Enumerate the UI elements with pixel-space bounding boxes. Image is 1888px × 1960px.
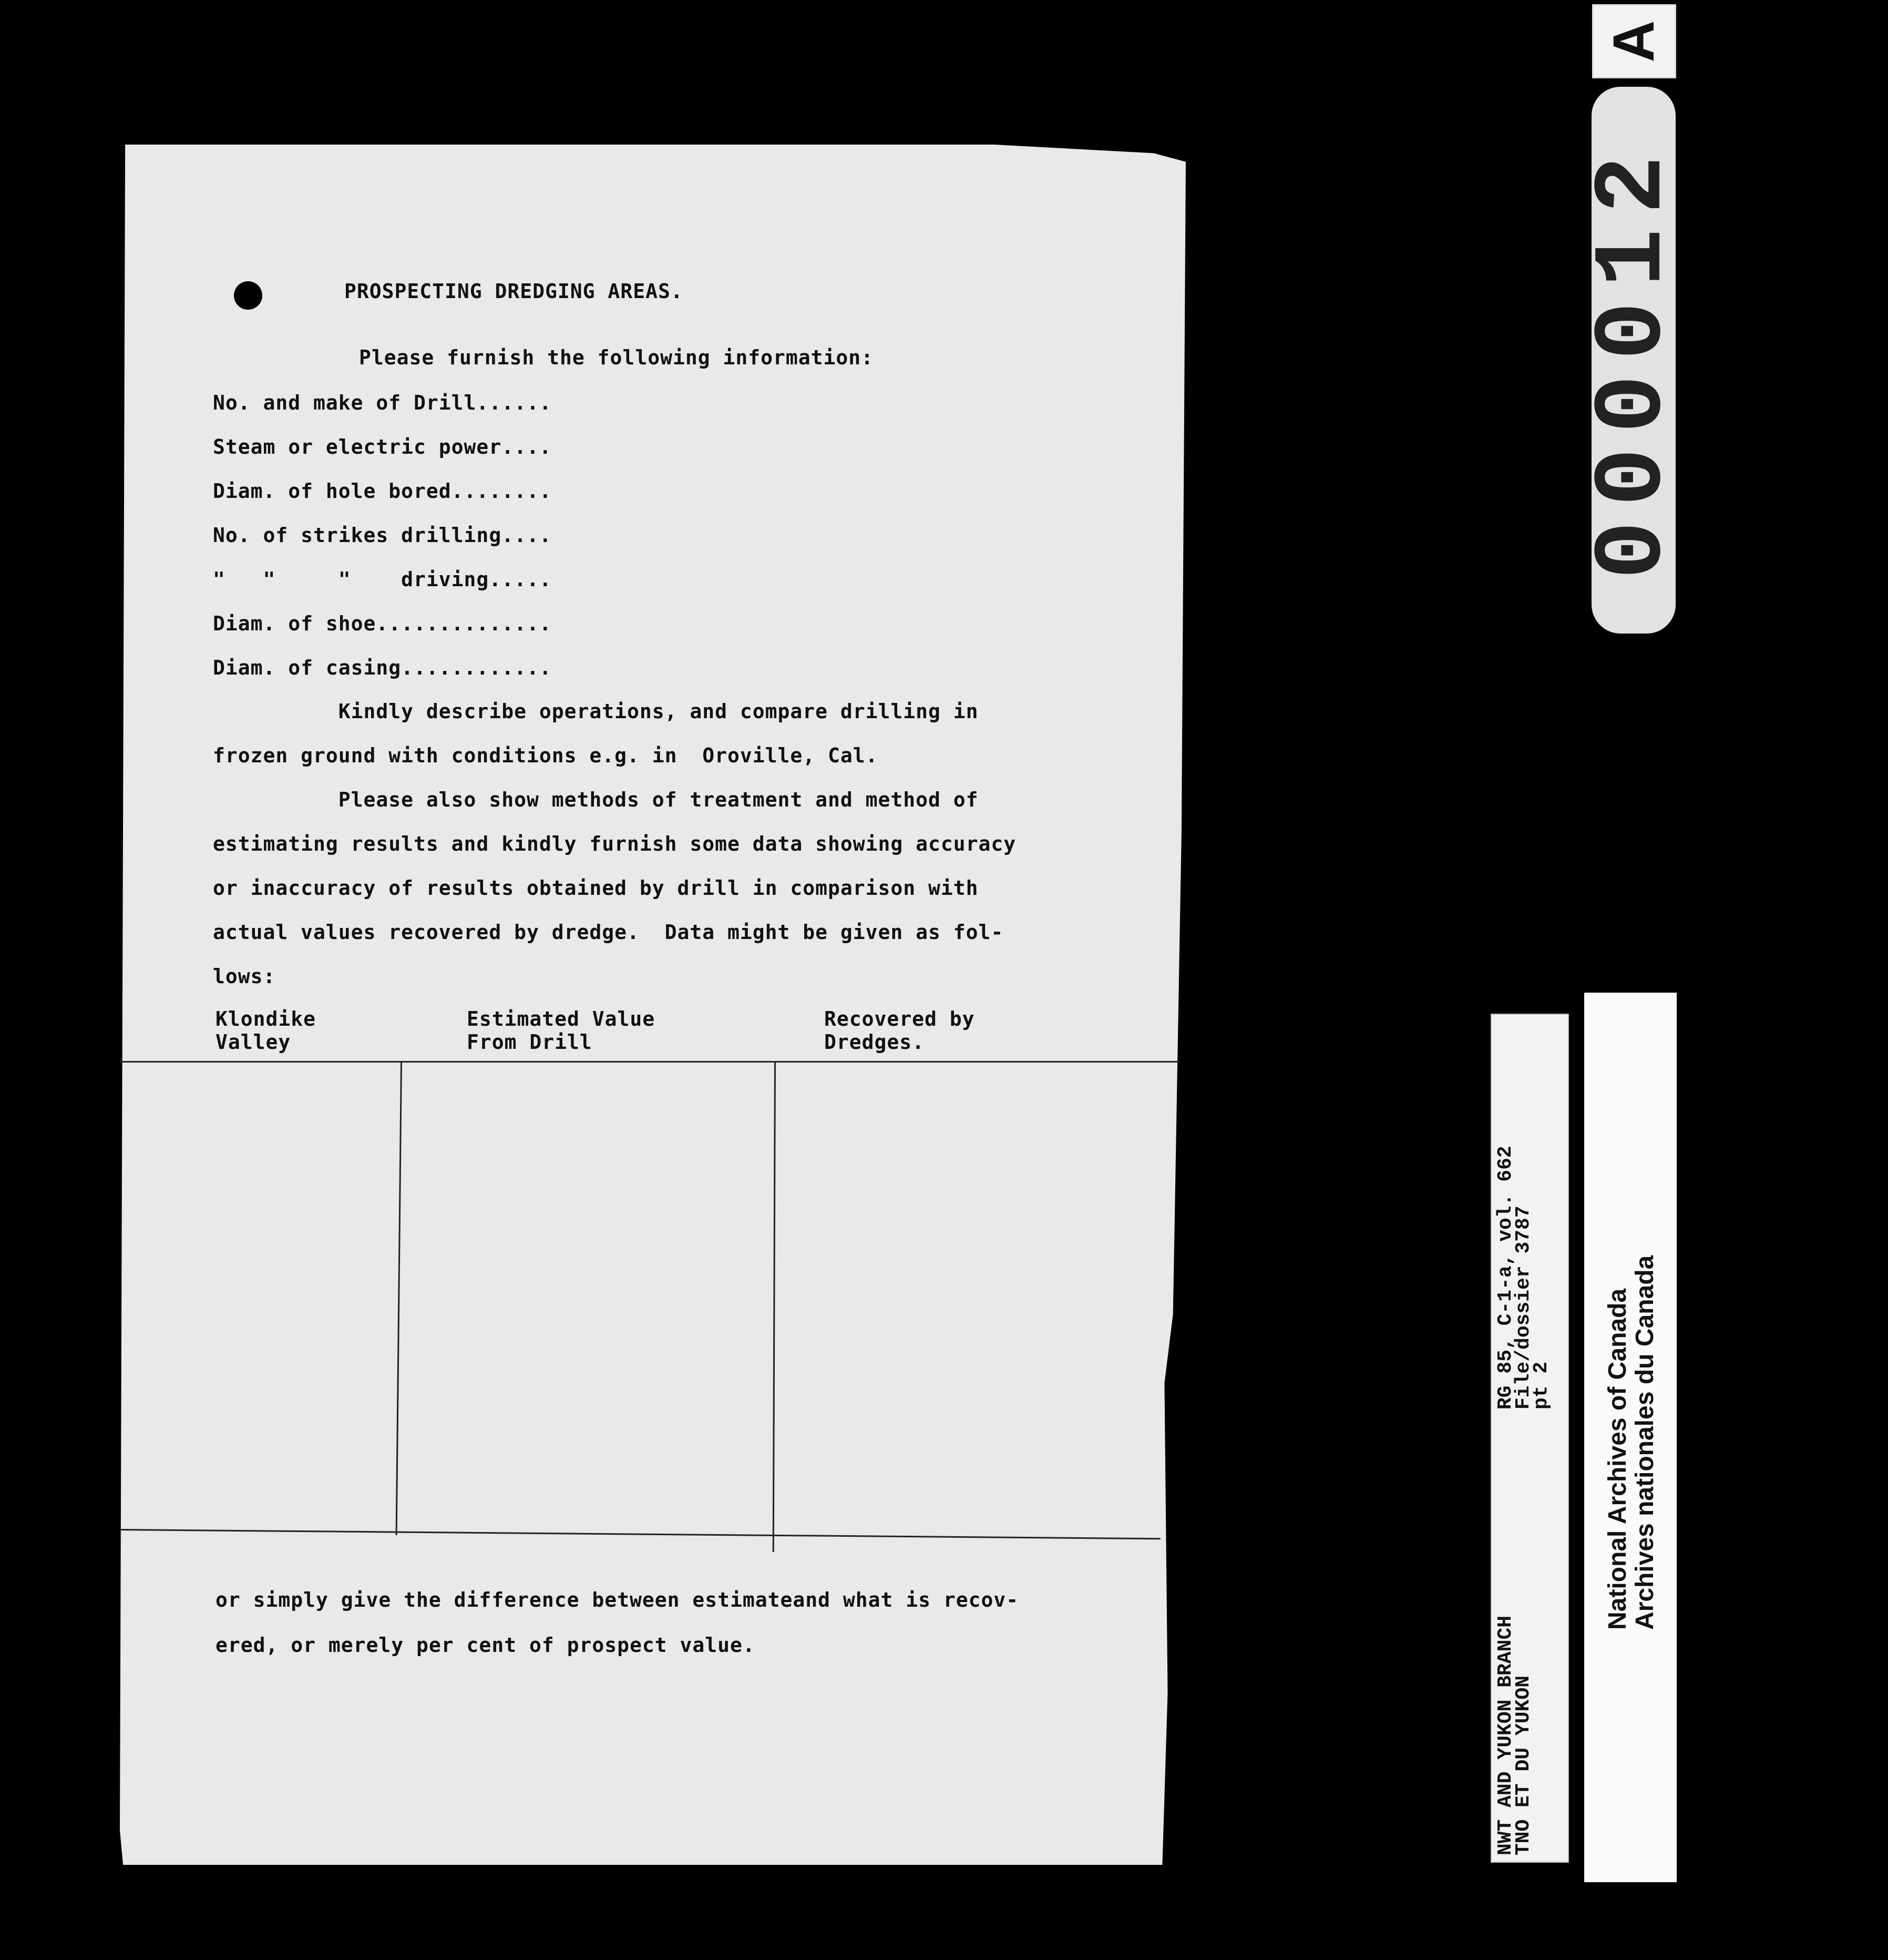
frame-number-strip <box>1578 87 1689 634</box>
paragraph-2-line-3: or inaccuracy of results obtained by drill in comparison with <box>213 876 979 900</box>
paragraph-1-line-1: Kindly describe operations, and compare drilling in <box>213 700 979 723</box>
intro-line: Please furnish the following information: <box>359 346 874 369</box>
archive-tab-letter <box>1592 4 1676 78</box>
archive-reference-label <box>1491 1014 1569 1863</box>
column-header-klondike: Klondike Valley <box>216 1007 316 1054</box>
table-top-rule <box>120 1061 1179 1063</box>
document-heading: PROSPECTING DREDGING AREAS. <box>344 280 683 303</box>
paragraph-2-line-5: lows: <box>213 965 276 988</box>
column-header-recovered: Recovered by Dredges. <box>824 1007 975 1054</box>
reference-line-2: File/dossier 3787 <box>1512 1206 1535 1410</box>
tab-letter-text: A <box>1602 20 1667 63</box>
paragraph-1-line-2: frozen ground with conditions e.g. in Oroville, Cal. <box>213 744 878 767</box>
field-power: Steam or electric power.... <box>213 435 552 458</box>
closing-line-2: ered, or merely per cent of prospect value. <box>216 1634 755 1657</box>
branch-line-1: NWT AND YUKON BRANCH <box>1494 1615 1517 1855</box>
field-strikes-driving: " " " driving..... <box>213 568 552 591</box>
paragraph-2-line-4: actual values recovered by dredge. Data might be given as fol- <box>213 921 1004 944</box>
reference-line-3: pt 2 <box>1530 1361 1553 1410</box>
branch-line-2: TNO ET DU YUKON <box>1512 1675 1535 1855</box>
reference-line-1: RG 85, C-1-a, vol. 662 <box>1494 1146 1517 1410</box>
field-casing-diameter: Diam. of casing............ <box>213 656 552 679</box>
paragraph-2-line-2: estimating results and kindly furnish some data showing accuracy <box>213 832 1017 855</box>
field-drill: No. and make of Drill...... <box>213 391 552 414</box>
institution-name-en: National Archives of Canada <box>1604 1288 1632 1630</box>
closing-line-1: or simply give the difference between estimateand what is recov- <box>216 1588 1019 1611</box>
column-header-estimated: Estimated Value From Drill <box>467 1007 655 1054</box>
field-shoe-diameter: Diam. of shoe.............. <box>213 612 552 635</box>
field-strikes-drilling: No. of strikes drilling.... <box>213 524 552 547</box>
institution-label <box>1584 993 1677 1882</box>
frame-number: 000012 <box>1578 140 1689 580</box>
institution-name-fr: Archives nationales du Canada <box>1631 1255 1659 1630</box>
field-hole-diameter: Diam. of hole bored........ <box>213 479 552 503</box>
paragraph-2-line-1: Please also show methods of treatment and method of <box>213 788 979 811</box>
ink-blot <box>234 281 262 310</box>
